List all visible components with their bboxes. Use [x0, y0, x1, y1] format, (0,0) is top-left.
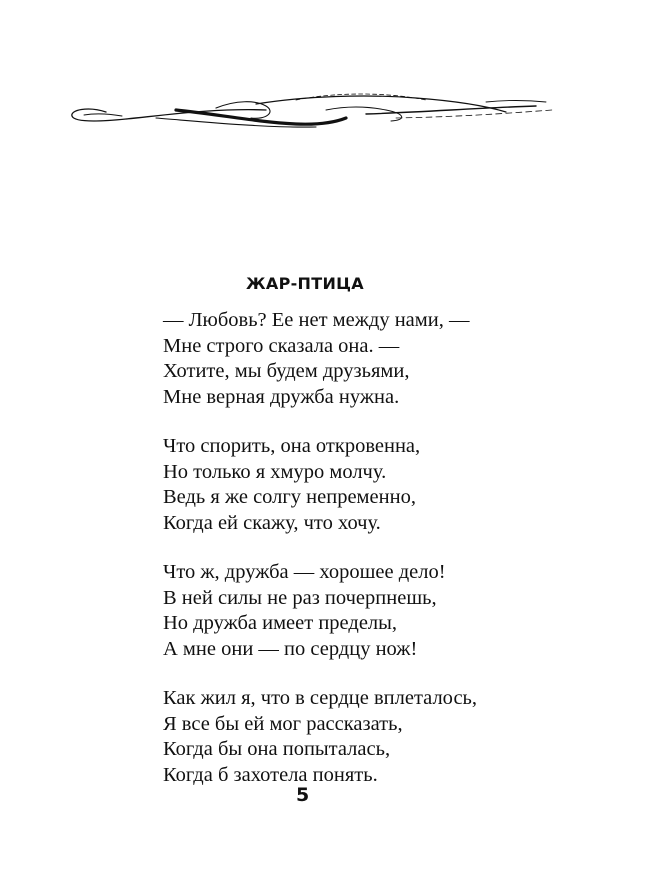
poem-line: Ведь я же солгу непременно,: [163, 486, 416, 508]
poem-line: Что ж, дружба — хорошее дело!: [163, 561, 446, 583]
poem-line: Когда б захотела понять.: [163, 763, 378, 786]
poem-line: А мне они — по сердцу нож!: [163, 637, 418, 660]
stanza-1: [163, 308, 583, 410]
poem-line: Когда бы она попыталась,: [163, 738, 391, 760]
poem-line: В ней силы не раз почерпнешь,: [163, 586, 437, 609]
poem-line: Как жил я, что в сердце вплеталось,: [163, 687, 478, 709]
flourish-divider-icon: [66, 88, 556, 140]
stanza-4: [163, 686, 583, 788]
stanza-3: [163, 560, 583, 662]
poem-line: Когда ей скажу, что хочу.: [163, 511, 381, 534]
poem-line: Мне строго сказала она. —: [163, 334, 400, 357]
poem-body: [163, 308, 583, 812]
poem-title: ЖАР-ПТИЦА: [246, 274, 364, 293]
poem-line: Мне верная дружба нужна.: [163, 385, 400, 408]
poem-line: Я все бы ей мог рассказать,: [163, 712, 403, 735]
poem-line: Но дружба имеет пределы,: [163, 612, 398, 634]
poem-line: — Любовь? Ее нет между нами, —: [163, 309, 470, 331]
poem-line: Но только я хмуро молчу.: [163, 460, 387, 483]
poem-line: Хотите, мы будем друзьями,: [163, 360, 410, 382]
stanza-2: [163, 434, 583, 536]
page-number: 5: [296, 784, 310, 806]
poem-line: Что спорить, она откровенна,: [163, 435, 421, 457]
